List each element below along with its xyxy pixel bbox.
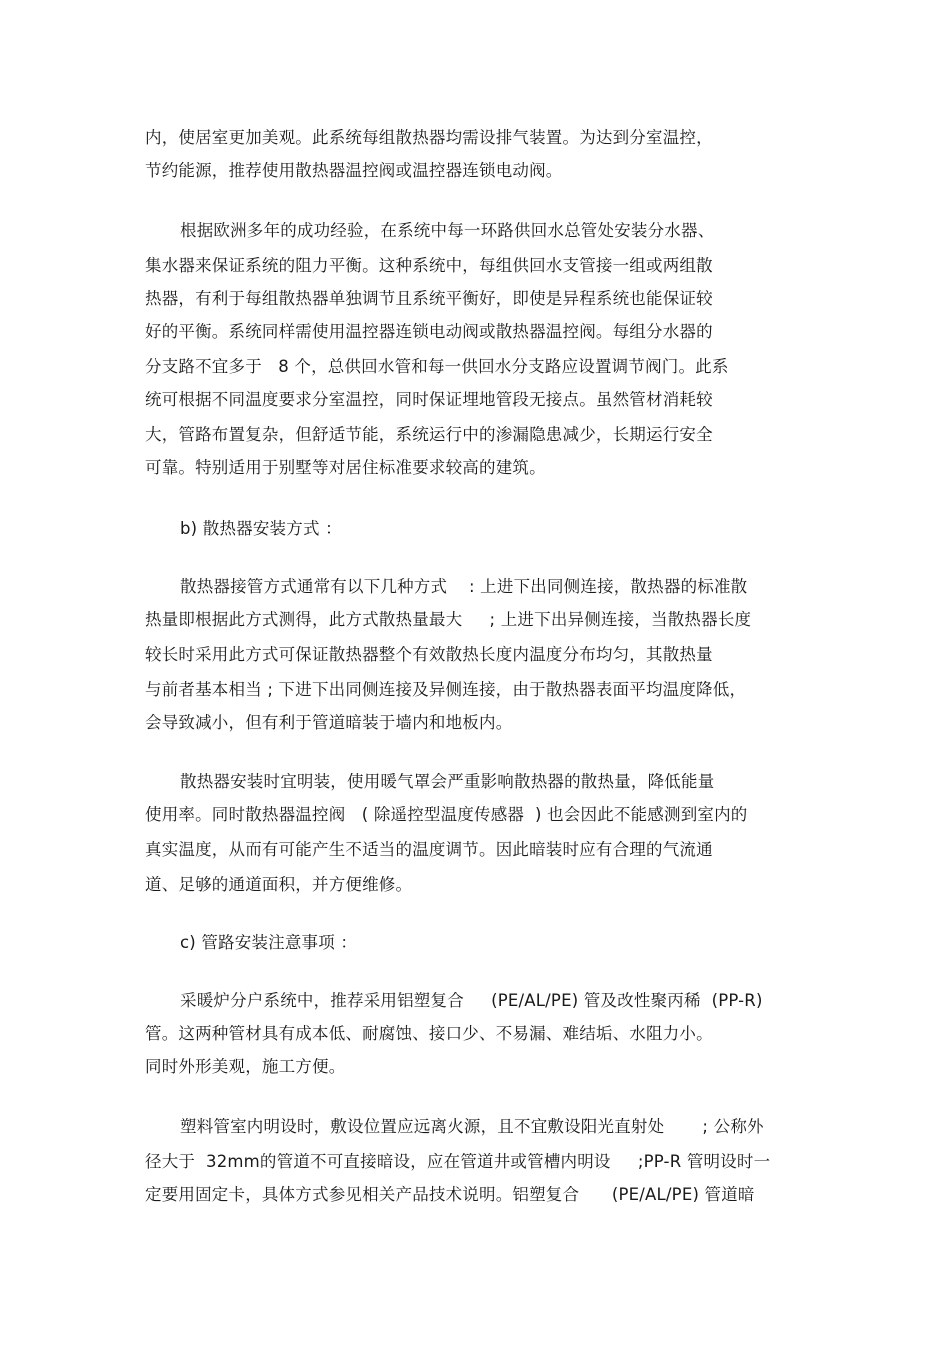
p3-line-4: 会导致减小，但有利于管道暗装于墙内和地板内。	[145, 713, 513, 732]
p2-line-1: 集水器来保证系统的阻力平衡。这种系统中，每组供回水支管接一组或两组散	[145, 256, 713, 275]
p3-line-2: 较长时采用此方式可保证散热器整个有效散热长度内温度分布均匀，其散热量	[145, 645, 713, 664]
p6-line-0: 塑料管室内明设时，敷设位置应远离火源，且不宜敷设阳光直射处 ; 公称外	[180, 1117, 764, 1136]
p2-line-0: 根据欧洲多年的成功经验，在系统中每一环路供回水总管处安装分水器、	[180, 221, 715, 240]
p4-line-3: 道、足够的通道面积，并方便维修。	[145, 875, 413, 894]
p2-line-7: 可靠。特别适用于别墅等对居住标准要求较高的建筑。	[145, 458, 546, 477]
p3-line-1: 热量即根据此方式测得，此方式散热量最大 ; 上进下出异侧连接，当散热器长度	[145, 610, 752, 629]
p4-line-1: 使用率。同时散热器温控阀 ( 除遥控型温度传感器 ) 也会因此不能感测到室内的	[145, 805, 748, 824]
p1-line-0: 内，使居室更加美观。此系统每组散热器均需设排气装置。为达到分室温控，	[145, 128, 713, 147]
p5-line-2: 同时外形美观，施工方便。	[145, 1057, 346, 1076]
p4-line-2: 真实温度，从而有可能产生不适当的温度调节。因此暗装时应有合理的气流通	[145, 840, 713, 859]
p3-line-0: 散热器接管方式通常有以下几种方式 : 上进下出同侧连接，散热器的标准散	[180, 577, 748, 596]
p5-line-1: 管。这两种管材具有成本低、耐腐蚀、接口少、不易漏、难结垢、水阻力小。	[145, 1024, 713, 1043]
p3-line-3: 与前者基本相当 ; 下进下出同侧连接及异侧连接，由于散热器表面平均温度降低，	[145, 680, 747, 699]
heading-b: b) 散热器安装方式 ：	[180, 519, 342, 538]
p2-line-3: 好的平衡。系统同样需使用温控器连锁电动阀或散热器温控阀。每组分水器的	[145, 322, 713, 341]
p2-line-2: 热器，有利于每组散热器单独调节且系统平衡好，即使是异程系统也能保证较	[145, 289, 713, 308]
p6-line-1: 径大于 32mm的管道不可直接暗设，应在管道井或管槽内明设 ;PP-R 管明设时一	[145, 1152, 771, 1171]
p4-line-0: 散热器安装时宜明装，使用暖气罩会严重影响散热器的散热量，降低能量	[180, 772, 715, 791]
heading-c: c) 管路安装注意事项 ：	[180, 933, 358, 952]
p2-line-4: 分支路不宜多于 8 个，总供回水管和每一供回水分支路应设置调节阀门。此系	[145, 357, 729, 376]
p1-line-1: 节约能源，推荐使用散热器温控阀或温控器连锁电动阀。	[145, 161, 563, 180]
p6-line-2: 定要用固定卡，具体方式参见相关产品技术说明。铝塑复合 (PE/AL/PE) 管道暗	[145, 1185, 755, 1204]
p5-line-0: 采暖炉分户系统中，推荐采用铝塑复合 (PE/AL/PE) 管及改性聚丙稀 (PP-R)	[180, 991, 763, 1010]
p2-line-5: 统可根据不同温度要求分室温控，同时保证埋地管段无接点。虽然管材消耗较	[145, 390, 713, 409]
p2-line-6: 大，管路布置复杂，但舒适节能，系统运行中的渗漏隐患减少，长期运行安全	[145, 425, 713, 444]
